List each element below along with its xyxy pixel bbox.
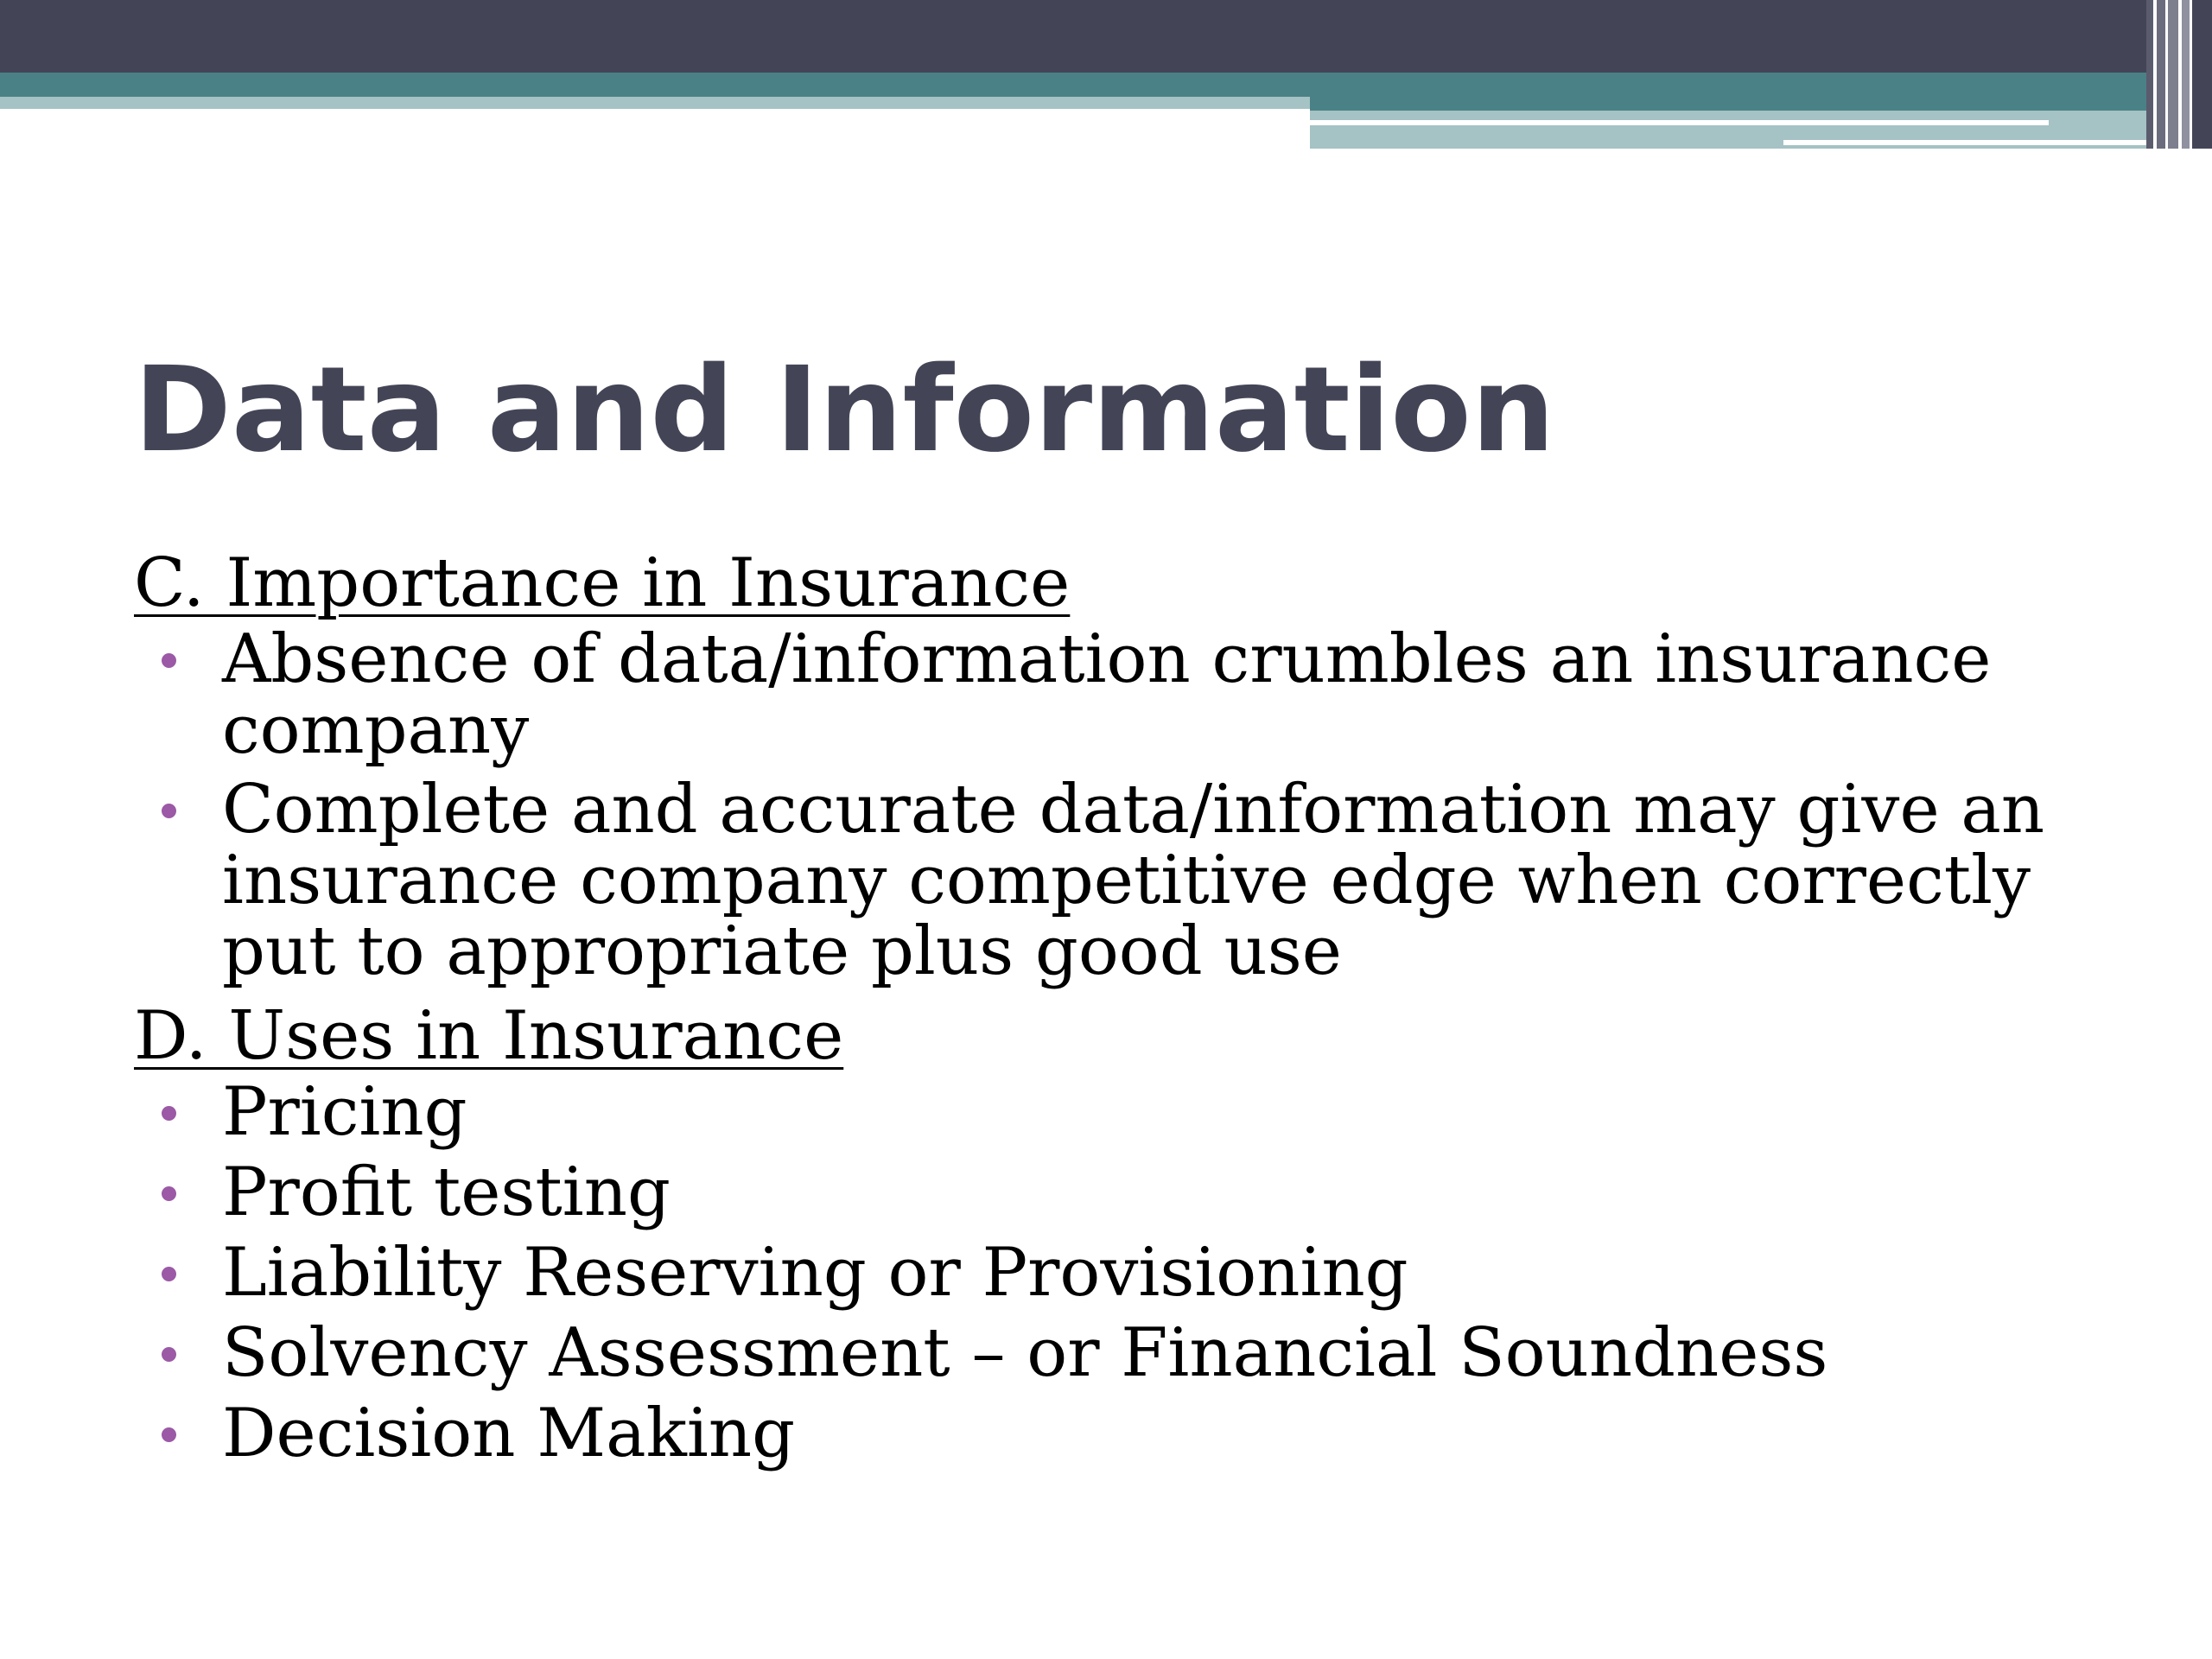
list-item-text: Liability Reserving or Provisioning	[222, 1234, 1408, 1312]
list-item-text: Decision Making	[222, 1395, 796, 1472]
importance-list	[134, 620, 2121, 990]
bullet-dot-icon	[162, 1186, 176, 1201]
bullet-dot-icon	[162, 804, 176, 818]
bullet-dot-icon	[162, 1427, 176, 1442]
list-item-text: Solvency Assessment – or Financial Soundness	[222, 1314, 1828, 1392]
header-banner-pale	[0, 97, 1310, 109]
header-banner-teal	[0, 73, 1310, 97]
bullet-dot-icon	[162, 653, 176, 668]
list-item	[134, 1073, 2121, 1151]
list-item	[134, 771, 2121, 990]
list-item-text: Complete and accurate data/information may give an insurance company competitive edge when correctly put to appropriate plus good use	[222, 771, 2045, 990]
header-divider-line	[1310, 120, 2049, 125]
list-item-text: Pricing	[222, 1073, 467, 1151]
section-heading-importance: C. Importance in Insurance	[134, 544, 1071, 622]
slide-body	[134, 543, 2121, 1478]
bullet-dot-icon	[162, 1347, 176, 1362]
bullet-dot-icon	[162, 1267, 176, 1281]
list-item	[134, 1154, 2121, 1231]
list-item	[134, 620, 2121, 769]
header-banner-teal-right	[1310, 73, 2212, 111]
slide-title: Data and Information	[134, 342, 1555, 479]
list-item	[134, 1234, 2121, 1312]
list-item	[134, 1395, 2121, 1472]
header-banner-dark	[0, 0, 2212, 73]
header-stripes-decoration	[2146, 0, 2212, 149]
list-item-text: Profit testing	[222, 1154, 671, 1231]
list-item	[134, 1314, 2121, 1392]
list-item-text: Absence of data/information crumbles an insurance company	[222, 620, 1992, 769]
bullet-dot-icon	[162, 1106, 176, 1121]
uses-list	[134, 1073, 2121, 1472]
section-heading-uses: D. Uses in Insurance	[134, 997, 844, 1075]
